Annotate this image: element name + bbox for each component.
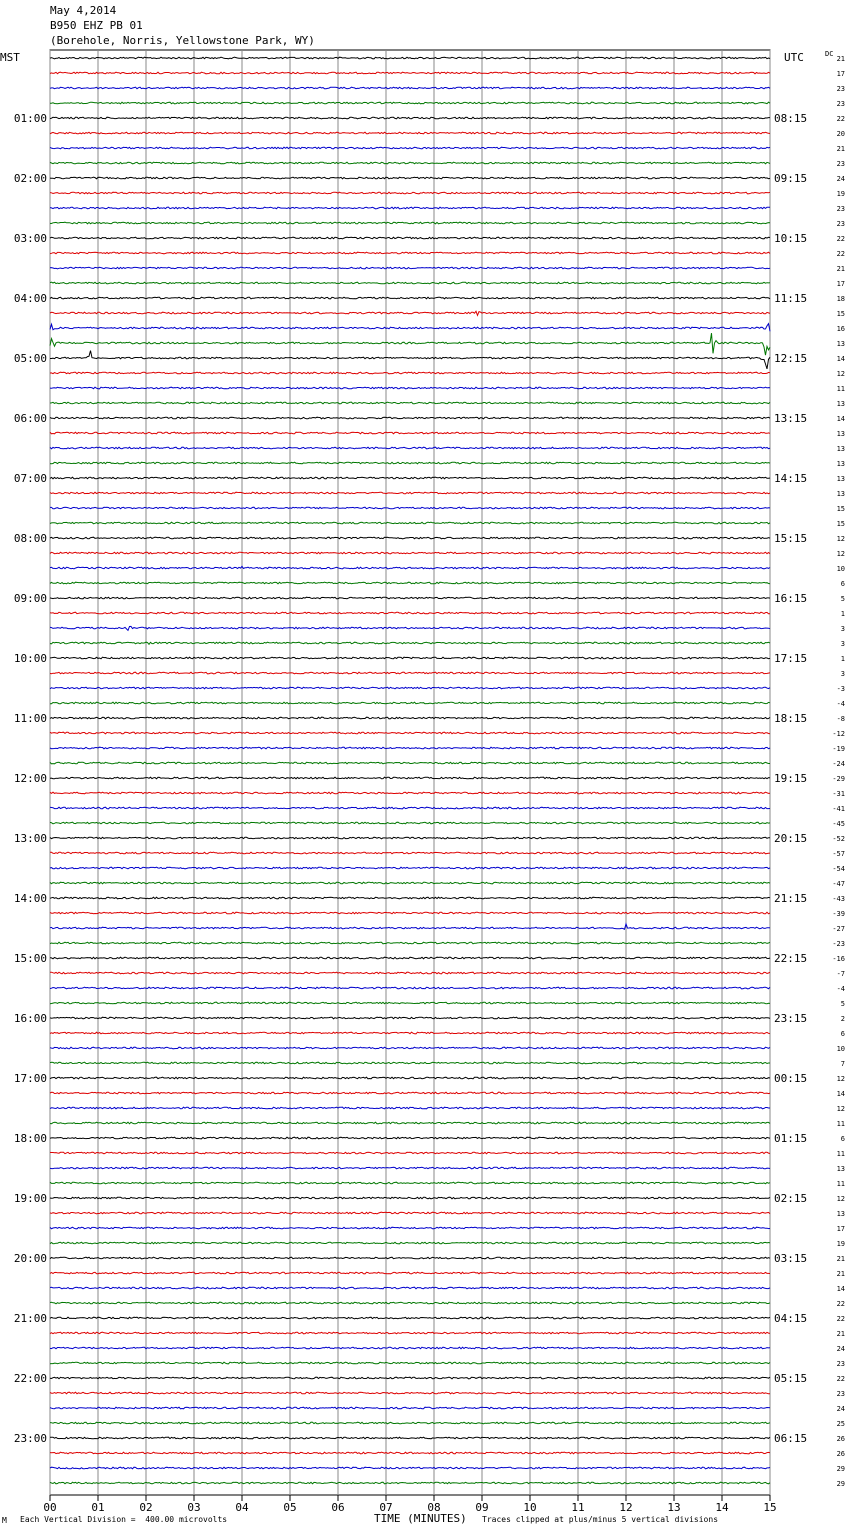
- x-tick-label: 09: [475, 1501, 489, 1514]
- dc-offset-label: 22: [836, 1315, 845, 1323]
- dc-title: DC: [825, 50, 834, 58]
- dc-offset-label: -7: [836, 970, 845, 978]
- mst-hour-label: 06:00: [13, 412, 47, 425]
- x-tick-label: 02: [139, 1501, 153, 1514]
- dc-offset-label: 24: [836, 175, 845, 183]
- dc-offset-label: -39: [832, 910, 845, 918]
- station-code: B950 EHZ PB 01: [50, 19, 143, 32]
- mst-hour-label: 09:00: [13, 592, 47, 605]
- dc-offset-label: 10: [836, 1045, 845, 1053]
- mst-hour-label: 10:00: [13, 652, 47, 665]
- utc-hour-label: 20:15: [774, 832, 808, 845]
- dc-offset-label: 11: [836, 1180, 845, 1188]
- utc-hour-label: 09:15: [774, 172, 808, 185]
- x-tick-label: 05: [283, 1501, 297, 1514]
- dc-offset-label: 13: [836, 340, 845, 348]
- utc-hour-label: 06:15: [774, 1432, 808, 1445]
- dc-offset-label: 6: [840, 580, 845, 588]
- dc-offset-label: 1: [840, 655, 845, 663]
- dc-offset-label: 14: [836, 1090, 845, 1098]
- utc-hour-label: 23:15: [774, 1012, 808, 1025]
- dc-offset-label: 17: [836, 70, 845, 78]
- x-axis-label: TIME (MINUTES): [374, 1512, 467, 1525]
- utc-hour-label: 18:15: [774, 712, 808, 725]
- dc-offset-label: 3: [840, 670, 845, 678]
- dc-offset-label: 24: [836, 1345, 845, 1353]
- dc-offset-label: 11: [836, 1120, 845, 1128]
- utc-hour-label: 22:15: [774, 952, 808, 965]
- dc-offset-label: 22: [836, 115, 845, 123]
- dc-offset-label: 13: [836, 1210, 845, 1218]
- dc-offset-label: 29: [836, 1480, 845, 1488]
- x-tick-label: 06: [331, 1501, 345, 1514]
- dc-offset-label: 23: [836, 220, 845, 228]
- dc-offset-label: -57: [832, 850, 845, 858]
- dc-offset-label: 21: [836, 265, 845, 273]
- dc-offset-label: 20: [836, 130, 845, 138]
- dc-offset-label: -16: [832, 955, 845, 963]
- dc-offset-label: 13: [836, 475, 845, 483]
- dc-offset-label: 15: [836, 310, 845, 318]
- dc-offset-label: -4: [836, 700, 845, 708]
- dc-offset-label: 29: [836, 1465, 845, 1473]
- mst-hour-label: 03:00: [13, 232, 47, 245]
- dc-offset-label: 19: [836, 1240, 845, 1248]
- dc-offset-label: 11: [836, 1150, 845, 1158]
- dc-offset-label: 18: [836, 295, 845, 303]
- dc-offset-label: 16: [836, 325, 845, 333]
- station-location: (Borehole, Norris, Yellowstone Park, WY): [50, 34, 315, 47]
- dc-offset-label: 19: [836, 190, 845, 198]
- dc-offset-label: 1: [840, 610, 845, 618]
- dc-offset-label: 23: [836, 85, 845, 93]
- dc-offset-label: 6: [840, 1135, 845, 1143]
- utc-hour-label: 11:15: [774, 292, 808, 305]
- mst-hour-label: 14:00: [13, 892, 47, 905]
- dc-offset-label: -43: [832, 895, 845, 903]
- dc-offset-label: 13: [836, 460, 845, 468]
- dc-offset-label: 22: [836, 1300, 845, 1308]
- utc-hour-label: 04:15: [774, 1312, 808, 1325]
- dc-offset-label: -45: [832, 820, 845, 828]
- x-tick-label: 14: [715, 1501, 729, 1514]
- utc-hour-label: 00:15: [774, 1072, 808, 1085]
- dc-offset-label: -19: [832, 745, 845, 753]
- dc-offset-label: -47: [832, 880, 845, 888]
- mst-hour-label: 08:00: [13, 532, 47, 545]
- utc-hour-label: 17:15: [774, 652, 808, 665]
- x-tick-label: 10: [523, 1501, 537, 1514]
- dc-offset-label: 21: [836, 55, 845, 63]
- dc-offset-label: -27: [832, 925, 845, 933]
- utc-hour-label: 12:15: [774, 352, 808, 365]
- dc-offset-label: 12: [836, 550, 845, 558]
- helicorder-date: May 4,2014: [50, 4, 117, 17]
- dc-offset-label: 10: [836, 565, 845, 573]
- dc-offset-label: 23: [836, 100, 845, 108]
- dc-offset-label: 13: [836, 430, 845, 438]
- dc-offset-label: -4: [836, 985, 845, 993]
- utc-hour-label: 19:15: [774, 772, 808, 785]
- dc-offset-label: 12: [836, 1075, 845, 1083]
- mst-hour-label: 04:00: [13, 292, 47, 305]
- dc-offset-label: 23: [836, 160, 845, 168]
- dc-offset-label: 17: [836, 1225, 845, 1233]
- dc-offset-label: 23: [836, 1360, 845, 1368]
- dc-offset-label: -54: [832, 865, 845, 873]
- dc-offset-label: 12: [836, 370, 845, 378]
- dc-offset-label: 13: [836, 1165, 845, 1173]
- mst-hour-label: 19:00: [13, 1192, 47, 1205]
- dc-offset-label: 12: [836, 1105, 845, 1113]
- dc-offset-label: 17: [836, 280, 845, 288]
- mst-hour-label: 15:00: [13, 952, 47, 965]
- x-tick-label: 07: [379, 1501, 393, 1514]
- mst-hour-label: 20:00: [13, 1252, 47, 1265]
- mst-hour-label: 12:00: [13, 772, 47, 785]
- dc-offset-label: 12: [836, 535, 845, 543]
- x-tick-label: 15: [763, 1501, 777, 1514]
- dc-offset-label: 12: [836, 1195, 845, 1203]
- dc-offset-label: 3: [840, 640, 845, 648]
- dc-offset-label: -41: [832, 805, 845, 813]
- dc-offset-label: 22: [836, 250, 845, 258]
- dc-offset-label: -3: [836, 685, 845, 693]
- mst-hour-label: 11:00: [13, 712, 47, 725]
- dc-offset-label: 25: [836, 1420, 845, 1428]
- dc-offset-label: 13: [836, 445, 845, 453]
- utc-hour-label: 15:15: [774, 532, 808, 545]
- dc-offset-label: 13: [836, 490, 845, 498]
- mst-hour-label: 13:00: [13, 832, 47, 845]
- dc-offset-label: -8: [836, 715, 845, 723]
- utc-hour-label: 10:15: [774, 232, 808, 245]
- mst-hour-label: 18:00: [13, 1132, 47, 1145]
- utc-hour-label: 02:15: [774, 1192, 808, 1205]
- dc-offset-label: 14: [836, 355, 845, 363]
- dc-offset-label: 23: [836, 205, 845, 213]
- utc-hour-label: 13:15: [774, 412, 808, 425]
- dc-offset-label: -29: [832, 775, 845, 783]
- x-tick-label: 01: [91, 1501, 105, 1514]
- dc-offset-label: 26: [836, 1450, 845, 1458]
- x-tick-label: 13: [667, 1501, 681, 1514]
- dc-offset-label: 21: [836, 1255, 845, 1263]
- dc-offset-label: -23: [832, 940, 845, 948]
- dc-offset-label: 2: [840, 1015, 845, 1023]
- right-axis-title: UTC: [784, 51, 804, 64]
- dc-offset-label: -12: [832, 730, 845, 738]
- mst-hour-label: 05:00: [13, 352, 47, 365]
- dc-offset-label: 11: [836, 385, 845, 393]
- x-tick-label: 12: [619, 1501, 633, 1514]
- scale-note: Each Vertical Division = 400.00 microvolts: [20, 1515, 228, 1524]
- dc-offset-label: 22: [836, 235, 845, 243]
- mst-hour-label: 17:00: [13, 1072, 47, 1085]
- dc-offset-label: 7: [840, 1060, 845, 1068]
- mst-hour-label: 16:00: [13, 1012, 47, 1025]
- dc-offset-label: 15: [836, 505, 845, 513]
- utc-hour-label: 08:15: [774, 112, 808, 125]
- dc-offset-label: 21: [836, 145, 845, 153]
- dc-offset-label: 24: [836, 1405, 845, 1413]
- left-axis-title: MST: [0, 51, 20, 64]
- mst-hour-label: 02:00: [13, 172, 47, 185]
- utc-hour-label: 03:15: [774, 1252, 808, 1265]
- x-tick-label: 08: [427, 1501, 441, 1514]
- utc-hour-label: 21:15: [774, 892, 808, 905]
- dc-offset-label: 13: [836, 400, 845, 408]
- dc-offset-label: 26: [836, 1435, 845, 1443]
- x-tick-label: 03: [187, 1501, 201, 1514]
- dc-offset-label: 5: [840, 1000, 845, 1008]
- x-tick-label: 11: [571, 1501, 585, 1514]
- dc-offset-label: -52: [832, 835, 845, 843]
- dc-offset-label: 23: [836, 1390, 845, 1398]
- utc-hour-label: 01:15: [774, 1132, 808, 1145]
- mst-hour-label: 01:00: [13, 112, 47, 125]
- dc-offset-label: 15: [836, 520, 845, 528]
- dc-offset-label: -31: [832, 790, 845, 798]
- utc-hour-label: 05:15: [774, 1372, 808, 1385]
- x-tick-label: 04: [235, 1501, 249, 1514]
- dc-offset-label: 14: [836, 415, 845, 423]
- mst-hour-label: 22:00: [13, 1372, 47, 1385]
- mst-hour-label: 21:00: [13, 1312, 47, 1325]
- mst-hour-label: 23:00: [13, 1432, 47, 1445]
- utc-hour-label: 16:15: [774, 592, 808, 605]
- dc-offset-label: 6: [840, 1030, 845, 1038]
- x-tick-label: 00: [43, 1501, 57, 1514]
- dc-offset-label: 14: [836, 1285, 845, 1293]
- clip-note: Traces clipped at plus/minus 5 vertical divisions: [482, 1515, 719, 1524]
- dc-offset-label: -24: [832, 760, 845, 768]
- mst-hour-label: 07:00: [13, 472, 47, 485]
- corner-mark: M: [2, 1516, 7, 1525]
- dc-offset-label: 5: [840, 595, 845, 603]
- dc-offset-label: 21: [836, 1330, 845, 1338]
- utc-hour-label: 14:15: [774, 472, 808, 485]
- dc-offset-label: 3: [840, 625, 845, 633]
- dc-offset-label: 21: [836, 1270, 845, 1278]
- dc-offset-label: 22: [836, 1375, 845, 1383]
